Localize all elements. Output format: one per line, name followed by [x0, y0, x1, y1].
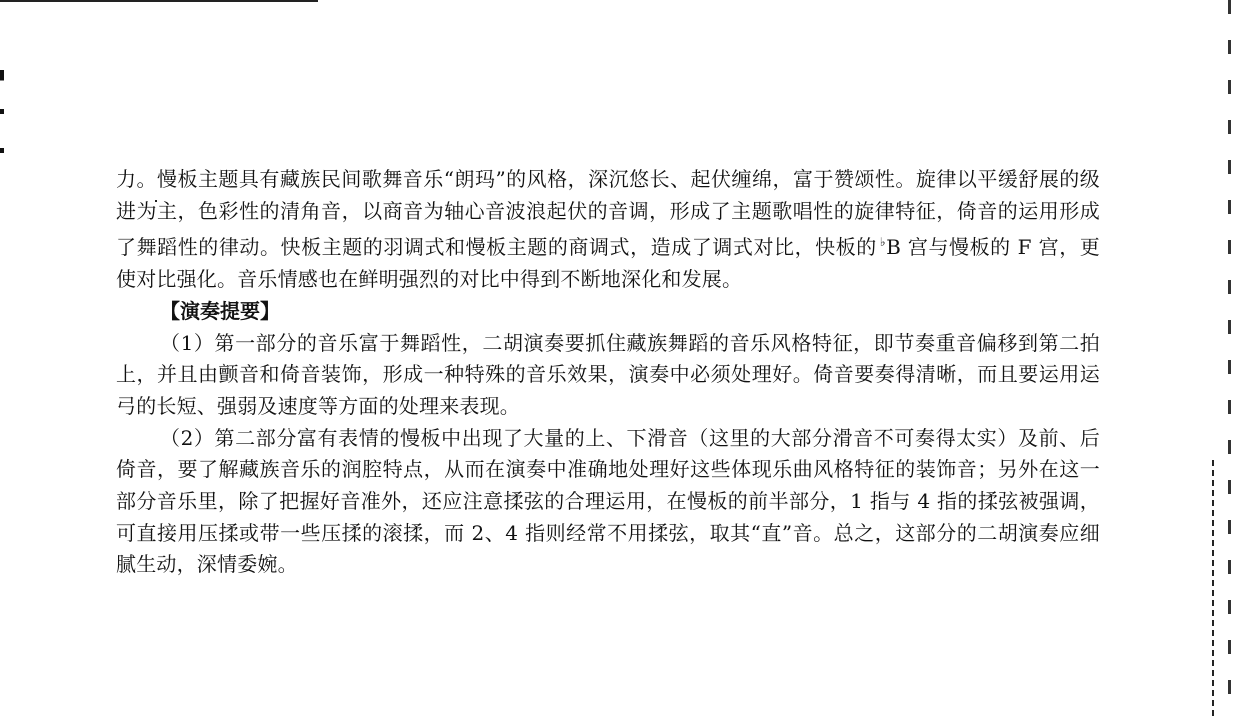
document-page	[116, 164, 1100, 581]
right-scan-edge-inner	[1212, 460, 1214, 720]
paragraph-melody-text-a: 力。慢板主题具有藏族民间歌舞音乐“朗玛”的风格，深沉悠长、起伏缠绵，富于赞颂性。旋律以平缓舒展的级进为主，色彩性的清角音，以商音为轴心音波浪起伏的音调，形成了主题歌唱性的旋律特征，倚音的运用形成了舞蹈性的律动。快板主题的羽调式和慢板主题的商调式，造成了调式对比，快板的	[116, 167, 1100, 260]
paragraph-part-one: （1）第一部分的音乐富于舞蹈性，二胡演奏要抓住藏族舞蹈的音乐风格特征，即节奏重音偏移到第二拍上，并且由颤音和倚音装饰，形成一种特殊的音乐效果，演奏中必须处理好。倚音要奏得清晰，而且要运用运弓的长短、强弱及速度等方面的处理来表现。	[116, 330, 1100, 418]
top-scan-rule	[0, 0, 318, 2]
paragraph-part-two: （2）第二部分富有表情的慢板中出现了大量的上、下滑音（这里的大部分滑音不可奏得太实）及前、后倚音，要了解藏族音乐的润腔特点，从而在演奏中准确地处理好这些体现乐曲风格特征的装饰音；另外在这一部分音乐里，除了把握好音准外，还应注意揉弦的合理运用，在慢板的前半部分，1 指与 4 指的揉弦被强调，可直接用压揉或带一些压揉的滚揉，而 2、4 指则经常不用揉弦，取其“直”音。总之，这部分的二胡演奏应细腻生动，深情委婉。	[116, 425, 1100, 577]
paragraph-melody-text-b: B 宫与慢板的 F 宫，更使对比强化。音乐情感也在鲜明强烈的对比中得到不断地深化和发展。	[116, 235, 1100, 292]
right-scan-edge-outer	[1228, 0, 1231, 720]
flat-sign: ♭	[879, 235, 887, 250]
section-heading-performance-notes: 【演奏提要】	[160, 298, 280, 323]
paragraph-melody-analysis	[116, 164, 1100, 296]
left-scan-edge	[0, 70, 4, 200]
